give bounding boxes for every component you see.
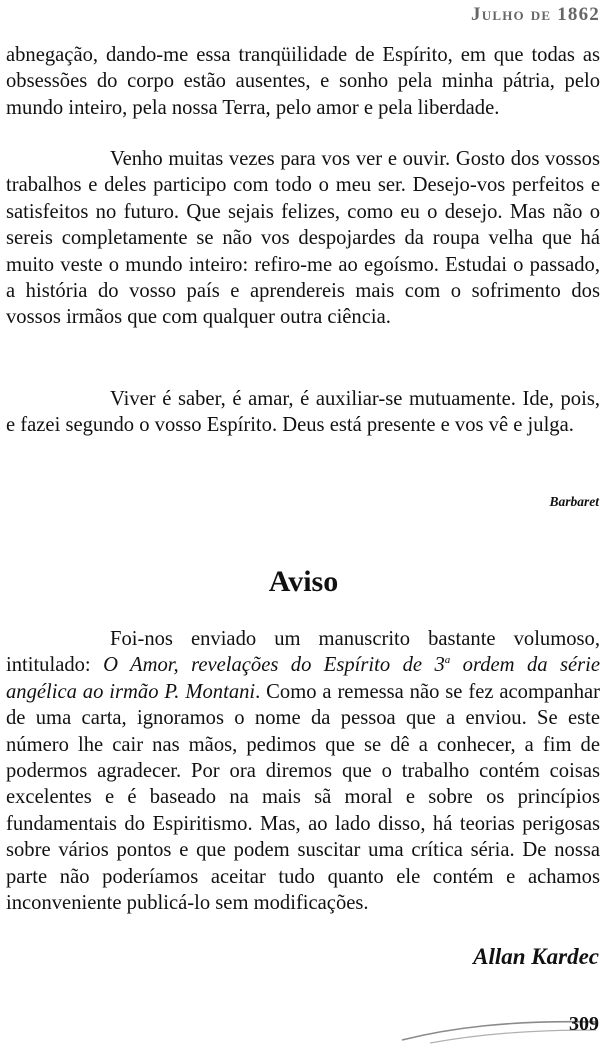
paragraph-3: Viver é saber, é amar, é auxiliar-se mutuamente. Ide, pois, e fazei segundo o vosso Espírito. Deus está presente e vos vê e julga. [6,388,600,437]
paragraph-4 [6,626,600,916]
paragraph-4-body: . Como a remessa não se fez acompanhar de uma carta, ignoramos o nome da pessoa que a enviou. Se este número lhe cair nas mãos, pedimos que se dê a conhecer, a fim de podermos agradecer. Por ora diremos que o trabalho contém coisas excelentes e é baseado na mais sã moral e sobre os princípios fundamentais do Espiritismo. Mas, ao lado disso, há teorias perigosas sobre vários pontos e que podem suscitar uma crítica séria. De nossa parte não poderíamos aceitar tudo quanto ele contém e achamos inconveniente publicá-lo sem modificações. [6,680,600,915]
ordinal-superscript: a [444,654,451,667]
page-number: 309 [569,1013,599,1035]
paragraph-4-intro: Foi-nos enviado um manuscrito bastante volumoso, intitulado: [6,628,600,677]
running-header: Julho de 1862 [471,4,600,25]
signature-barbaret: Barbaret [549,494,599,509]
manuscript-title-part-b: ordem da série angélica ao irmão P. Montani [6,654,601,703]
paragraph-2: Venho muitas vezes para vos ver e ouvir. Gosto dos vossos trabalhos e deles participo com todo o meu ser. Desejo-vos perfeitos e satisfeitos no futuro. Que sejais felizes, como eu o desejo. Mas não o sereis completamente se não vos despojardes da roupa velha que há muito veste o mundo inteiro: refiro-me ao egoísmo. Estudai o passado, a história do vosso país e aprendereis mais com o sofrimento dos vossos irmãos que com qualquer outra ciência. [6,148,600,329]
section-title: Aviso [268,565,339,598]
signature-allan-kardec: Allan Kardec [473,944,599,969]
paragraph-1: abnegação, dando-me essa tranqüilidade de Espírito, em que todas as obsessões do corpo estão ausentes, e sonho pela minha pátria, pelo mundo inteiro, pela nossa Terra, pelo amor e pela liberdade. [6,44,600,119]
manuscript-title-part-a: O Amor, revelações do Espírito de 3 [103,654,445,677]
